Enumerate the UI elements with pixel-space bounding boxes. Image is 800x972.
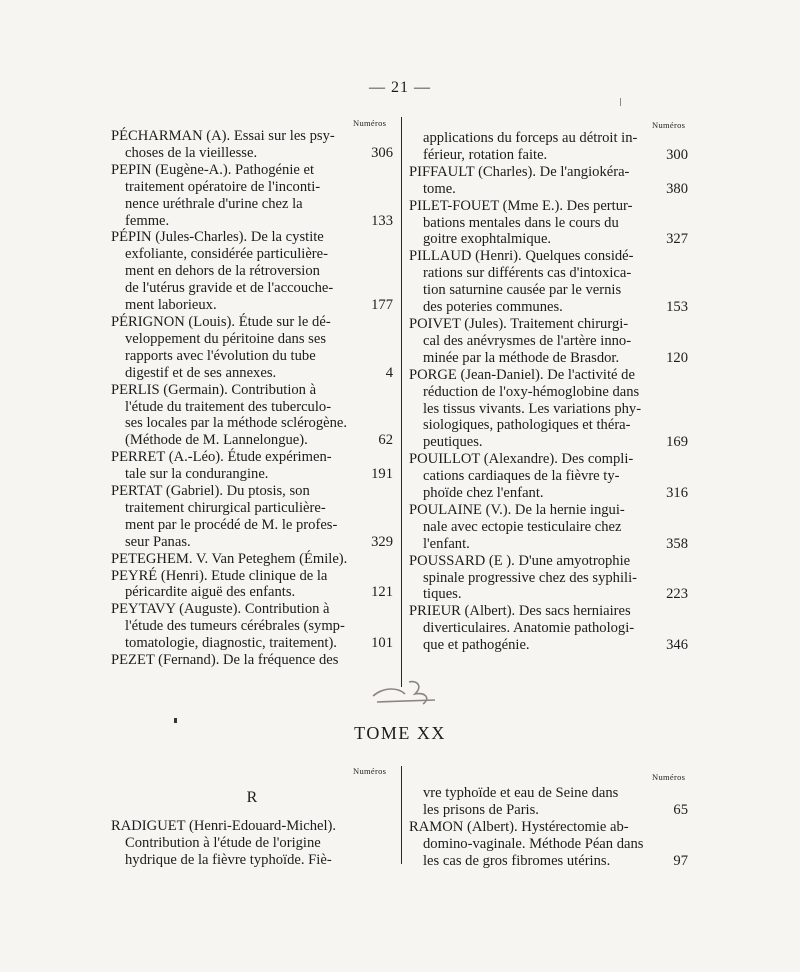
entry-line: (Méthode de M. Lannelongue).	[125, 432, 308, 449]
column-divider-bottom	[401, 766, 402, 864]
top-left-column	[111, 128, 393, 669]
entry-line: PÉCHARMAN (A). Essai sur les psy-	[111, 128, 335, 144]
entry-line: péricardite aiguë des enfants.	[125, 584, 296, 601]
entry-line: l'étude des tumeurs cérébrales (symp-	[125, 618, 345, 635]
entry-number: 306	[371, 144, 393, 161]
entry-line: ment par le procédé de M. le profes-	[125, 516, 338, 533]
entry-line: cal des anévrysmes de l'artère inno-	[423, 332, 632, 349]
entry-line: peutiques.	[423, 434, 483, 451]
entry-line: PERTAT (Gabriel). Du ptosis, son	[111, 483, 310, 500]
index-entry	[111, 818, 393, 869]
entry-line: férieur, rotation faite.	[423, 146, 548, 163]
index-entry	[409, 819, 688, 870]
entry-line: veloppement du péritoine dans ses	[125, 330, 327, 347]
entry-line: ment en dehors de la rétroversion	[125, 263, 320, 280]
entry-line: les cas de gros fibromes utérins.	[423, 852, 611, 869]
entry-line: domino-vaginale. Méthode Péan dans	[423, 835, 644, 852]
entry-line: phoïde chez l'enfant.	[423, 485, 544, 502]
index-entry	[409, 502, 688, 553]
index-entry	[409, 553, 688, 604]
entry-line: PERLIS (Germain). Contribution à	[111, 381, 317, 398]
entry-line: digestif et de ses annexes.	[125, 364, 277, 381]
entry-number: 380	[666, 180, 688, 197]
entry-line: PÉPIN (Jules-Charles). De la cystite	[111, 229, 324, 246]
entry-line: que et pathogénie.	[423, 637, 530, 654]
page-mark	[620, 98, 621, 106]
entry-line: Contribution à l'étude de l'origine	[125, 834, 321, 851]
entry-line: hydrique de la fièvre typhoïde. Fiè-	[125, 851, 332, 868]
entry-line: tome.	[423, 180, 456, 197]
index-entry	[409, 164, 688, 198]
entry-line: POIVET (Jules). Traitement chirurgi-	[409, 315, 629, 332]
entry-line: PILET-FOUET (Mme E.). Des pertur-	[409, 197, 633, 214]
index-entry	[409, 198, 688, 249]
entry-line: spinale progressive chez des syphili-	[423, 569, 637, 586]
entry-line: tiques.	[423, 586, 462, 603]
entry-line: applications du forceps au détroit in-	[423, 130, 638, 146]
entry-line: les prisons de Paris.	[423, 801, 539, 818]
index-entry	[111, 128, 393, 162]
numeros-header-bottom-left: Numéros	[353, 766, 387, 776]
entry-number: 316	[666, 485, 688, 502]
index-entry	[111, 162, 393, 230]
entry-line: rapports avec l'évolution du tube	[125, 347, 316, 364]
entry-line: réduction de l'oxy-hémoglobine dans	[423, 383, 640, 400]
entry-line: tomatologie, diagnostic, traitement).	[125, 635, 337, 652]
entry-number: 101	[371, 635, 393, 652]
entry-line: cations cardiaques de la fièvre ty-	[423, 468, 620, 485]
entry-line: tion saturnine causée par le vernis	[423, 282, 622, 299]
entry-line: minée par la méthode de Brasdor.	[423, 349, 620, 366]
entry-line: PORGE (Jean-Daniel). De l'activité de	[409, 366, 635, 383]
index-entry	[111, 652, 393, 669]
entry-line: l'enfant.	[423, 535, 470, 552]
entry-number: 327	[666, 231, 688, 248]
index-entry	[409, 785, 688, 819]
entry-number: 120	[666, 349, 688, 366]
entry-line: traitement opératoire de l'inconti-	[125, 178, 321, 195]
index-entry	[409, 248, 688, 316]
entry-number: 65	[673, 801, 688, 818]
index-entry	[409, 603, 688, 654]
index-entry	[409, 316, 688, 367]
page-number: — 21 —	[369, 79, 431, 96]
entry-line: rations sur différents cas d'intoxica-	[423, 265, 632, 282]
index-entry	[111, 449, 393, 483]
entry-line: siologiques, pathologiques et théra-	[423, 417, 631, 434]
index-entry	[111, 568, 393, 602]
entry-line: PEYRÉ (Henri). Etude clinique de la	[111, 567, 328, 584]
entry-line: RADIGUET (Henri-Edouard-Michel).	[111, 818, 337, 834]
entry-line: POULAINE (V.). De la hernie ingui-	[409, 501, 625, 518]
index-entry	[409, 367, 688, 452]
column-divider	[401, 117, 402, 687]
entry-line: l'étude du traitement des tuberculo-	[125, 398, 332, 415]
entry-line: les tissus vivants. Les variations phy-	[423, 400, 642, 417]
entry-number: 177	[371, 297, 393, 314]
entry-line: PIFFAULT (Charles). De l'angiokéra-	[409, 163, 630, 180]
index-entry	[111, 229, 393, 314]
numeros-header-bottom-right: Numéros	[652, 772, 686, 782]
entry-line: traitement chirurgical particulière-	[125, 499, 326, 516]
entry-number: 191	[371, 466, 393, 483]
entry-line: PETEGHEM. V. Van Peteghem (Émile).	[111, 550, 348, 567]
entry-line: vre typhoïde et eau de Seine dans	[423, 785, 619, 801]
entry-line: nale avec ectopie testiculaire chez	[423, 518, 622, 535]
entry-line: ses locales par la méthode sclérogène.	[125, 415, 348, 432]
entry-line: diverticulaires. Anatomie pathologi-	[423, 620, 635, 637]
top-right-column	[409, 130, 688, 654]
entry-number: 329	[371, 533, 393, 550]
entry-line: POUILLOT (Alexandre). Des compli-	[409, 451, 634, 468]
entry-number: 358	[666, 535, 688, 552]
entry-line: seur Panas.	[125, 533, 191, 550]
index-entry	[111, 382, 393, 450]
entry-line: femme.	[125, 212, 170, 229]
index-entry	[111, 314, 393, 382]
entry-number: 169	[666, 434, 688, 451]
entry-line: goitre exophtalmique.	[423, 231, 552, 248]
entry-number: 153	[666, 299, 688, 316]
entry-number: 62	[378, 432, 393, 449]
entry-line: PEYTAVY (Auguste). Contribution à	[111, 601, 330, 618]
index-entry	[111, 601, 393, 652]
entry-line: bations mentales dans le cours du	[423, 214, 619, 231]
entry-line: RAMON (Albert). Hystérectomie ab-	[409, 818, 629, 835]
entry-number: 121	[371, 584, 393, 601]
entry-line: choses de la vieillesse.	[125, 144, 258, 161]
index-entry	[111, 551, 393, 568]
entry-line: POUSSARD (E ). D'une amyotrophie	[409, 552, 631, 569]
entry-number: 97	[673, 852, 688, 869]
entry-number: 133	[371, 212, 393, 229]
index-entry	[111, 483, 393, 551]
entry-line: tale sur la condurangine.	[125, 466, 269, 483]
entry-number: 4	[385, 364, 393, 381]
bottom-right-column	[409, 785, 688, 870]
entry-line: PRIEUR (Albert). Des sacs herniaires	[409, 603, 631, 620]
index-entry	[409, 130, 688, 164]
entry-line: des poteries communes.	[423, 299, 563, 316]
numeros-header-right: Numéros	[652, 120, 686, 130]
pencil-mark	[365, 672, 455, 712]
entry-line: ment laborieux.	[125, 297, 217, 314]
entry-number: 223	[666, 586, 688, 603]
section-letter: R	[246, 789, 258, 806]
entry-line: PEPIN (Eugène-A.). Pathogénie et	[111, 161, 315, 178]
entry-line: nence uréthrale d'urine chez la	[125, 195, 303, 212]
entry-line: PERRET (A.-Léo). Étude expérimen-	[111, 449, 332, 466]
entry-number: 346	[666, 637, 688, 654]
bottom-left-column	[111, 818, 393, 869]
entry-line: PILLAUD (Henri). Quelques considé-	[409, 248, 634, 265]
entry-line: de l'utérus gravide et de l'accouche-	[125, 280, 334, 297]
entry-number: 300	[666, 146, 688, 163]
index-entry	[409, 451, 688, 502]
numeros-header-left: Numéros	[353, 118, 387, 128]
tome-title: TOME XX	[354, 723, 446, 743]
entry-line: PEZET (Fernand). De la fréquence des	[111, 652, 339, 669]
entry-line: PÉRIGNON (Louis). Étude sur le dé-	[111, 313, 331, 330]
entry-line: exfoliante, considérée particulière-	[125, 246, 328, 263]
